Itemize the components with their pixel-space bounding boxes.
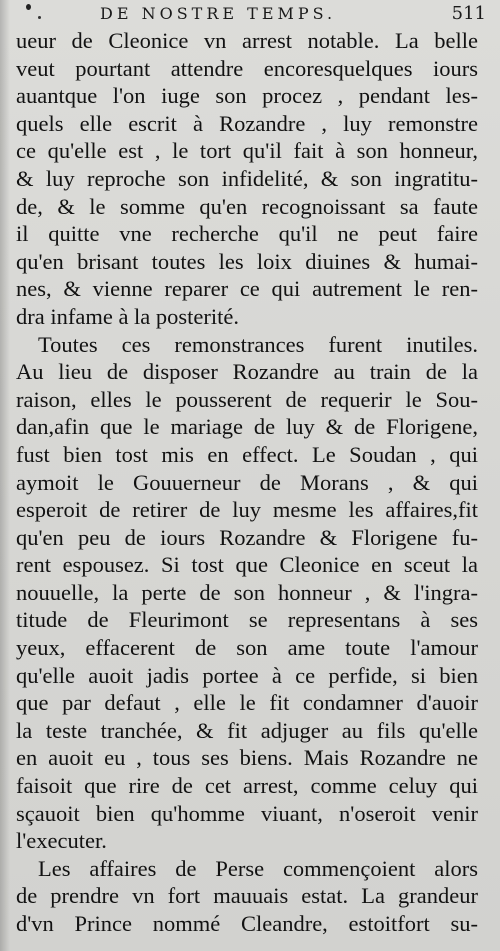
text-line: de prendre vn fort mauuais estat. La grandeur <box>16 883 478 909</box>
text-line: raison, elles le pousserent de requerir le Sou- <box>16 386 478 412</box>
text-line: quels elle escrit à Rozandre , luy remonstre <box>16 110 478 136</box>
text-line: aymoit le Gouuerneur de Morans , & qui <box>16 469 478 495</box>
text-line: qu'elle auoit jadis portee à ce perfide, si bien <box>16 662 478 688</box>
text-line: d'vn Prince nommé Cleandre, estoitfort su- <box>16 911 478 936</box>
text-line: dan,afin que le mariage de luy & de Florigene, <box>16 414 478 440</box>
text-line: rent espousez. Si tost que Cleonice en sceut la <box>16 552 478 578</box>
paragraph-first-line: Les affaires de Perse commençoient alors <box>38 855 478 881</box>
text-line: titude de Fleurimont se representans à ses <box>16 607 478 633</box>
text-line: nes, & vienne reparer ce qui autrement le ren- <box>16 276 478 302</box>
text-line: Au lieu de disposer Rozandre au train de la <box>16 359 478 385</box>
text-line: yeux, effacerent de son ame toute l'amour <box>16 635 478 661</box>
text-line: esperoit de retirer de luy mesme les affaires,fit <box>16 497 478 523</box>
text-line: qu'en peu de iours Rozandre & Florigene fu- <box>16 524 478 550</box>
text-line: ueur de Cleonice vn arrest notable. La belle <box>16 28 478 53</box>
text-line: la teste tranchée, & fit adjuger au fils qu'elle <box>16 717 478 743</box>
paragraph-first-line: Toutes ces remonstrances furent inutiles. <box>38 331 478 357</box>
text-line: faisoit que rire de cet arrest, comme celuy qui <box>16 773 478 799</box>
text-line: dra infame à la posterité. <box>16 303 240 329</box>
running-head-title: DE NOSTRE TEMPS. <box>100 4 337 23</box>
text-line: fust bien tost mis en effect. Le Soudan , qui <box>16 441 478 467</box>
page-number: 511 <box>451 3 486 24</box>
text-line: & luy reproche son infidelité, & son ingratitu- <box>16 165 478 191</box>
text-line: que par defaut , elle le fit condamner d'auoir <box>16 690 478 716</box>
text-line: de, & le somme qu'en recognoissant sa faute <box>16 193 478 219</box>
text-line: l'executer. <box>16 828 107 854</box>
text-line: en auoit eu , tous ses biens. Mais Rozandre ne <box>16 745 478 771</box>
text-line: ce qu'elle est , le tort qu'il fait à son honneur, <box>16 138 478 164</box>
text-line: il quitte vne recherche qu'il ne peut faire <box>16 221 478 247</box>
body-text <box>16 27 478 938</box>
text-line: auantque l'on iuge son procez , pendant les- <box>16 83 478 109</box>
page-edge-shadow <box>0 0 10 951</box>
text-line: sçauoit bien qu'homme viuant, n'oseroit venir <box>16 800 478 826</box>
text-line: nouuelle, la perte de son honneur , & l'ingra- <box>16 579 478 605</box>
text-line: qu'en brisant toutes les loix diuines & humai- <box>16 248 478 274</box>
text-line: veut pourtant attendre encoresquelques iours <box>16 55 478 81</box>
